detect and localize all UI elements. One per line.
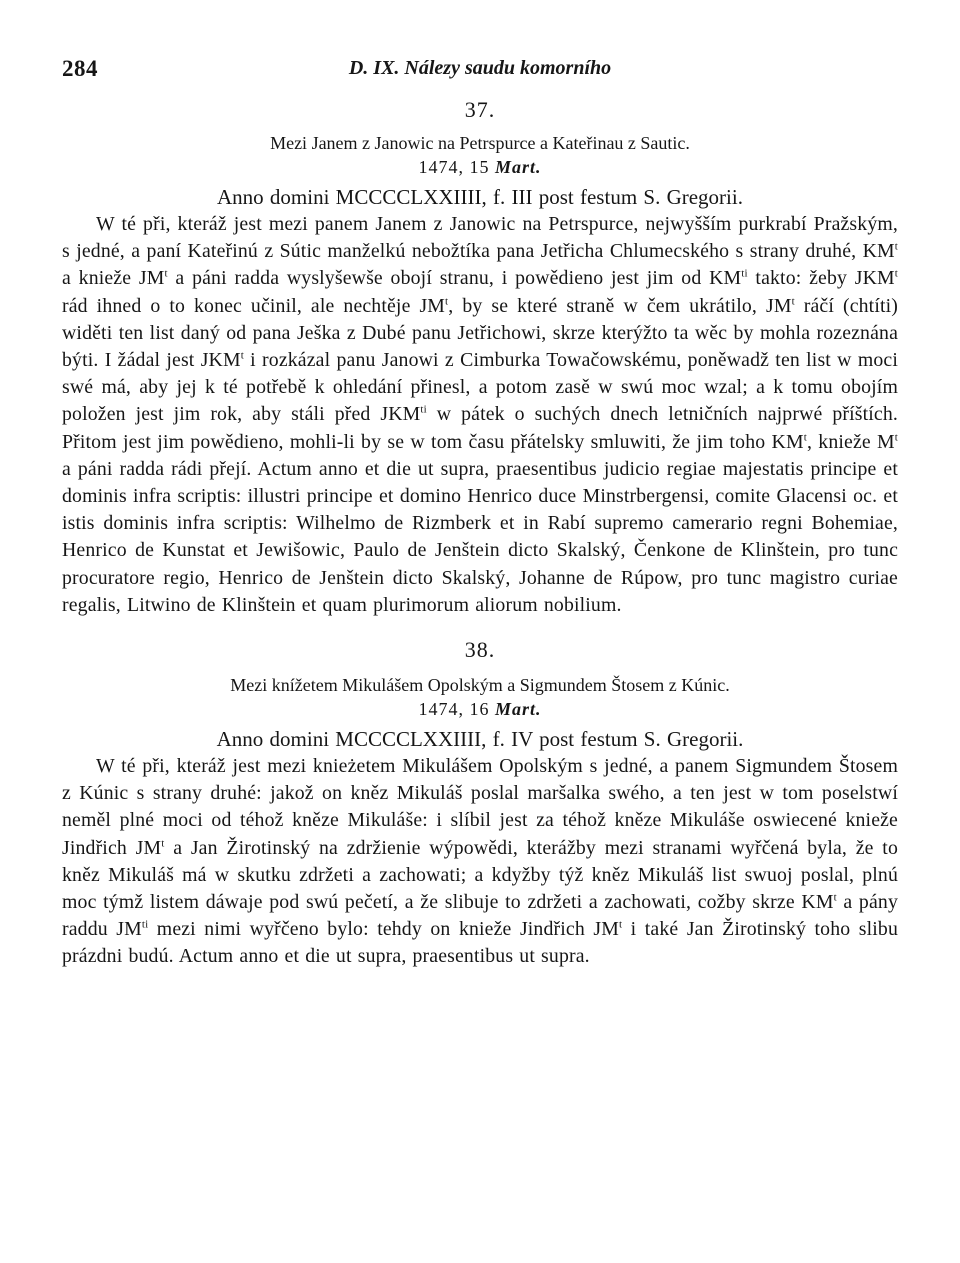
abbreviation-superscript: t xyxy=(803,431,807,444)
body-text: a páni radda rádi přejí. Actum anno et die ut supra, praesentibus judicio regiae majestatis principe et dominis infra scriptis: illustri principe et domino Henrico duce Minstrbergensi, comite Glacensi oc. et istis dominis infra scriptis: Wilhelmo de Rizmberk et in Rabí supremo camerario regni Bohemiae, Henrico de Kunstat et Jewišowic, Paulo de Jenštein dicto Skalský, Čenkone de Klinštein, pro tunc procuratore regio, Henrico de Jenštein dicto Skalský, Johanne de Rúpow, pro tunc magistro curiae regalis, Litwino de Klinštein et quam plurimorum aliorum nobilium. xyxy=(62,457,898,616)
document-38 xyxy=(62,635,898,971)
body-text: ráčí (chtíti) widěti ten list daný od pana Ješka z Dubé panu Jetřichowi, skrze kterýžto ta wěc by mohla rozeznána býti. I žádal jest JKM xyxy=(62,294,898,372)
body-text: rád ihned o to konec učinil, ale nechtěje JM xyxy=(62,294,446,317)
document-number: 38. xyxy=(464,637,496,663)
abbreviation-superscript: t xyxy=(894,267,899,280)
document-date xyxy=(62,155,898,179)
abbreviation-superscript: t xyxy=(445,295,449,308)
document-date-year-day: 1474, 15 xyxy=(418,157,490,177)
body-text: mezi nimi wyřčeno bylo: tehdy on knieže Jindřich JM xyxy=(148,918,619,941)
body-text: W té při, kteráž jest mezi knieżetem Mikulášem Opolským s jedné, a panem Sigmundem Štosem z Kúnic s strany druhé: jakož on kněz Mikuláš poslal maršalka swého, a ten jest w tom poselstwí neměl plné moci od téhož kněze Mikuláše: i slíbil jest za téhož kněze Mikuláše oswiecené knieže Jindřich JM xyxy=(62,755,898,859)
abbreviation-superscript: ti xyxy=(741,267,748,280)
abbreviation-superscript: t xyxy=(894,240,898,253)
body-text: a Jan Žirotinský na zdržienie wýpowědi, kterážby mezi stranami wyřčená byla, že to kněz Mikuláš má w skutku zdržeti a zachowati; a kdyžby týž kněz Mikuláš list swuoj poslal, plnú moc týmž listem dáwaje pod swú pečetí, a že slibuje to zdržeti a zachowati, cožby skrze KM xyxy=(62,836,898,914)
abbreviation-superscript: t xyxy=(894,431,899,444)
abbreviation-superscript: ti xyxy=(141,918,149,931)
document-date-year-day: 1474, 16 xyxy=(418,699,490,720)
body-text: i rozkázal panu Janowi z Cimburka Towačowskému, poněwadž ten list w moci swé má, aby jej k té potřebě k ohledání přinesl, a potom zasě w swú moc wzal; a k tomu obojím položen jest jim rok, aby stáli před JKM xyxy=(62,349,898,426)
document-dateline: Anno domini MCCCCLXXIIII, f. IV post festum S. Gregorii. xyxy=(216,727,744,752)
abbreviation-superscript: t xyxy=(164,267,168,280)
body-text: , knieže M xyxy=(806,430,895,453)
document-date-month: Mart. xyxy=(494,699,542,720)
page-number: 284 xyxy=(62,56,98,81)
document-heading: Mezi Janem z Janowic na Petrspurce a Kateřinau z Sautic. xyxy=(270,133,690,153)
body-text: takto: žeby JKM xyxy=(747,267,895,290)
body-text: w pátek o suchých dnech letničních najprwé příštích. Přitom jest jim powědieno, mohli-li by se w tom času přátelsky smluwiti, že jim toho KM xyxy=(62,403,898,453)
running-title: D. IX. Nálezy saudu komorního xyxy=(348,57,612,79)
body-text: a knieže JM xyxy=(62,267,165,290)
abbreviation-superscript: t xyxy=(833,891,837,904)
abbreviation-superscript: t xyxy=(618,918,623,931)
document-date xyxy=(62,697,898,721)
abbreviation-superscript: ti xyxy=(420,403,427,416)
running-head xyxy=(62,44,898,84)
document-37 xyxy=(62,95,898,619)
document-number: 37. xyxy=(464,97,496,122)
abbreviation-superscript: t xyxy=(791,295,795,308)
document-body xyxy=(62,753,898,971)
document-heading: Mezi knížetem Mikulášem Opolským a Sigmundem Štosem z Kúnic. xyxy=(230,675,730,696)
body-text: a páni radda wyslyšewše obojí stranu, i powědieno jest jim od KM xyxy=(167,267,742,290)
document-body xyxy=(62,211,898,619)
document-date-month: Mart. xyxy=(494,157,542,177)
abbreviation-superscript: t xyxy=(161,837,165,850)
body-text: a pány raddu JM xyxy=(62,891,898,941)
abbreviation-superscript: t xyxy=(240,349,244,362)
body-text: , by se které straně w čem ukrátilo, JM xyxy=(448,294,792,317)
body-text: W té při, kteráž jest mezi panem Janem z Janowic na Petrspurce, nejwyšším purkrabí Pražským, s jedné, a paní Kateřinú z Sútic manželkú nebožtíka pana Jetřicha Chlumecského s strany druhé, KM xyxy=(62,213,898,263)
document-dateline: Anno domini MCCCCLXXIIII, f. III post festum S. Gregorii. xyxy=(217,185,743,209)
body-text: i také Jan Žirotinský toho slibu prázdni budú. Actum anno et die ut supra, praesentibus ut supra. xyxy=(62,918,898,968)
